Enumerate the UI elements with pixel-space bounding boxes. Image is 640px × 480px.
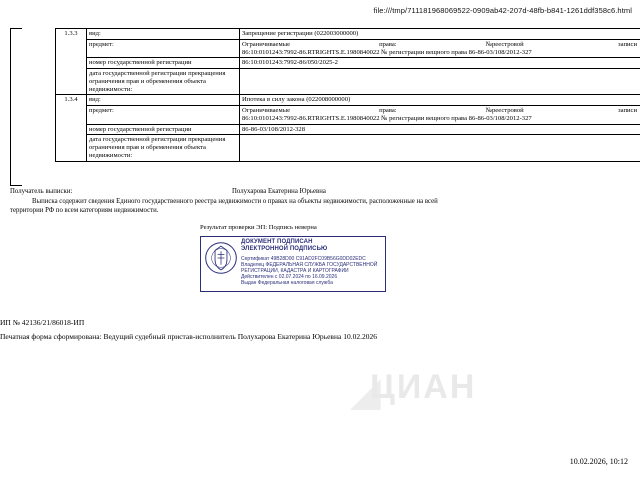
table-row xyxy=(56,58,640,69)
field-value: Ипотека в силу закона (022008000000) xyxy=(240,95,640,106)
stamp-validity-line: Действителен с 02.07.2024 по 16.09.2026 xyxy=(241,274,338,281)
table-row xyxy=(56,124,640,135)
file-url-label: file:///tmp/711181968069522-0909ab42-207d-48fb-b841-1261ddf358c6.html xyxy=(373,6,632,15)
note-line-2: территории РФ по всем категориям недвижимости. xyxy=(10,207,159,215)
recipient-value: Полухарова Екатерина Юрьевна xyxy=(232,188,326,195)
value-header-left xyxy=(242,41,492,49)
stamp-title-line-1: ДОКУМЕНТ ПОДПИСАН xyxy=(241,239,313,245)
field-value: 86-86-03/108/2012-328 xyxy=(240,124,640,135)
row-number: 1.3.3 xyxy=(56,29,87,95)
registration-table xyxy=(55,28,640,162)
table-row xyxy=(56,95,640,106)
value-term-4: реестровой xyxy=(492,40,524,48)
field-label: дата государственной регистрации прекращения ограничения прав и обременения объекта недвижимости: xyxy=(87,69,240,95)
field-label: номер государственной регистрации xyxy=(87,58,240,69)
frame-top-tick xyxy=(10,28,22,29)
field-label: номер государственной регистрации xyxy=(87,124,240,135)
field-value-composite xyxy=(240,106,640,125)
table-row xyxy=(56,29,640,40)
ip-number-label: ИП № 42136/21/86018-ИП xyxy=(0,318,85,327)
ep-verification-result: Результат проверки ЭП: Подпись неверна xyxy=(200,224,317,231)
field-value: 86:10:0101243:7992-86/050/2025-2 xyxy=(240,58,640,69)
value-term-1: Ограничиваемые xyxy=(242,40,291,48)
table-row xyxy=(56,135,640,161)
table-row xyxy=(56,106,640,125)
field-value: Запрещение регистрации (022003000000) xyxy=(240,29,640,40)
stamp-owner-line-1: Владелец ФЕДЕРАЛЬНАЯ СЛУЖБА ГОСУДАРСТВЕННОЙ xyxy=(241,261,378,268)
stamp-issuer-line: Выдан Федеральная налоговая служба xyxy=(241,280,333,287)
note-line-1: Выписка содержит сведения Единого государственного реестра недвижимости о правах на объекты недвижимости, расположенные на всей xyxy=(32,198,438,205)
value-header-row xyxy=(242,107,640,115)
field-value-composite xyxy=(240,39,640,58)
frame-bottom-tick xyxy=(10,185,22,186)
watermark-logo-icon: ◢ xyxy=(350,369,381,414)
field-label: предмет: xyxy=(87,39,240,58)
value-detail: 86:10:0101243:7992-86.RTRIGHTS.E.1980840022 № регистрации вещного права 86-86-03/108/2012-327 xyxy=(242,48,532,56)
value-term-4: реестровой xyxy=(492,107,524,115)
field-label: вид: xyxy=(87,29,240,40)
outline-note xyxy=(10,197,630,215)
watermark-text: ЦИАН xyxy=(370,368,477,406)
field-label: дата государственной регистрации прекращения ограничения прав и обременения объекта недвижимости: xyxy=(87,135,240,161)
stamp-text-block xyxy=(241,239,377,286)
row-number: 1.3.4 xyxy=(56,95,87,161)
stamp-title-line-2: ЭЛЕКТРОННОЙ ПОДПИСЬЮ xyxy=(241,245,328,252)
footer-timestamp: 10.02.2026, 10:12 xyxy=(569,457,628,466)
stamp-owner-line-2: РЕГИСТРАЦИИ, КАДАСТРА И КАРТОГРАФИИ xyxy=(241,267,349,274)
value-term-5: записи xyxy=(618,40,637,48)
value-header-right xyxy=(492,41,637,49)
value-header-left xyxy=(242,107,492,115)
value-header-right xyxy=(492,107,637,115)
value-term-2: права: xyxy=(379,107,397,115)
recipient-label: Получатель выписки: xyxy=(10,188,73,195)
value-term-3: № xyxy=(485,40,492,48)
field-value xyxy=(240,69,640,95)
value-detail: 86:10:0101243:7992-86.RTRIGHTS.E.1980840022 № регистрации вещного права 86-86-03/108/2012-327 xyxy=(242,114,532,122)
table-row xyxy=(56,39,640,58)
printed-form-label: Печатная форма сформирована: Ведущий судебный пристав-исполнитель Полухарова Екатерина Юрьевна 10.02.2026 xyxy=(0,332,377,341)
value-term-5: записи xyxy=(618,107,637,115)
value-header-row xyxy=(242,41,640,49)
electronic-signature-stamp xyxy=(200,236,386,292)
stamp-cert-line: Сертификат 49B28D00 C91AD2FC09B56G0DD02EDC xyxy=(241,255,366,262)
coat-of-arms-icon xyxy=(204,241,238,275)
value-term-1: Ограничиваемые xyxy=(242,107,291,115)
value-term-2: права: xyxy=(379,40,397,48)
field-value xyxy=(240,135,640,161)
value-term-3: № xyxy=(485,107,492,115)
field-label: предмет: xyxy=(87,106,240,125)
table-row xyxy=(56,69,640,95)
field-label: вид: xyxy=(87,95,240,106)
frame-left-rail xyxy=(10,28,11,186)
